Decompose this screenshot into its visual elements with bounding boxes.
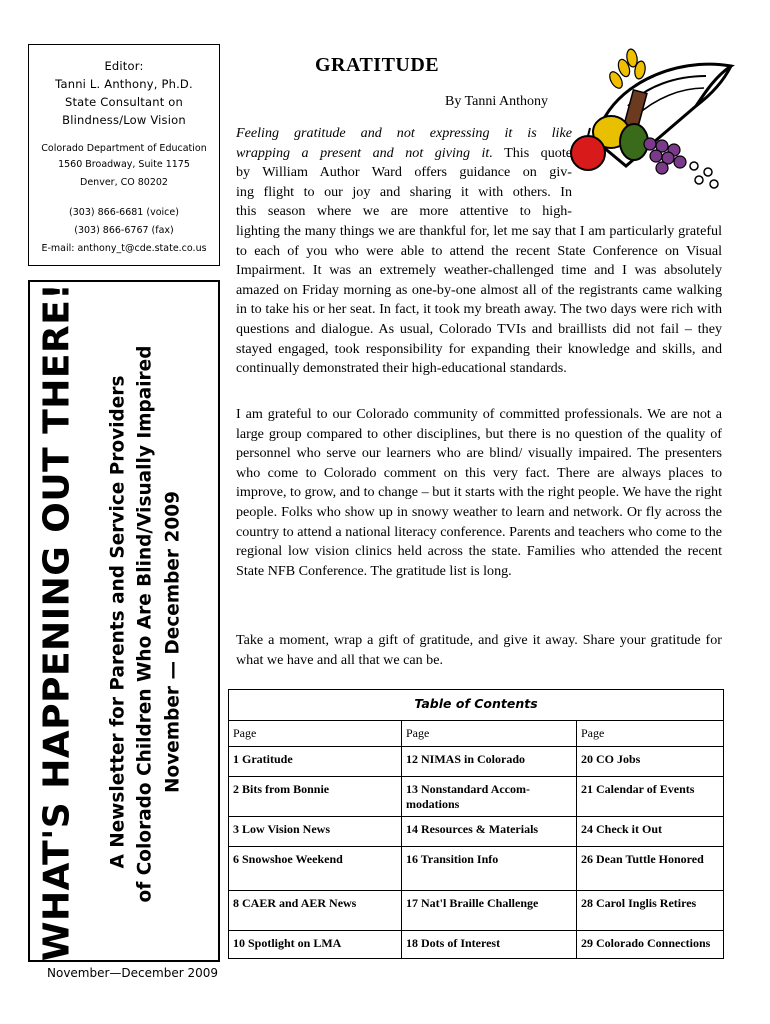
toc-entry: 18 Dots of Interest (402, 931, 577, 959)
editor-role-line1: State Consultant on (64, 95, 184, 109)
editor-role-line2: Blindness/Low Vision (62, 113, 186, 127)
toc-col-header: Page (229, 721, 402, 747)
toc-entry: 6 Snowshoe Weekend (229, 847, 402, 891)
editor-email: E-mail: anthony_t@cde.state.co.us (41, 243, 207, 254)
toc-entry: 8 CAER and AER News (229, 891, 402, 931)
toc-entry: 26 Dean Tuttle Honored (577, 847, 724, 891)
toc-entry: 10 Spotlight on LMA (229, 931, 402, 959)
editor-label: Editor: (104, 59, 144, 73)
toc-entry: 12 NIMAS in Colorado (402, 747, 577, 777)
article-paragraph-1 (236, 124, 722, 379)
toc-entry: 16 Transition Info (402, 847, 577, 891)
toc-entry: 13 Nonstandard Accom- modations (402, 777, 577, 817)
article-paragraph-3: Take a moment, wrap a gift of gratitude, and give it away. Share your gratitude for what we have and all that we can be. (236, 632, 722, 668)
toc-entry: 24 Check it Out (577, 817, 724, 847)
article-title: GRATITUDE (315, 54, 440, 76)
masthead-title: WHAT'S HAPPENING OUT THERE! (36, 282, 78, 962)
toc-entry: 17 Nat'l Braille Challenge (402, 891, 577, 931)
p1-line-2: wrapping a present and not giving it. This quote (236, 144, 572, 161)
p1-line-1: Feeling gratitude and not expressing it is like (236, 125, 572, 141)
masthead-issue-date: November — December 2009 (162, 491, 184, 793)
article-byline: By Tanni Anthony (445, 94, 548, 109)
toc-col-header: Page (402, 721, 577, 747)
toc-entry: 2 Bits from Bonnie (229, 777, 402, 817)
newsletter-masthead (28, 280, 220, 962)
toc-entry: 14 Resources & Materials (402, 817, 577, 847)
p1-line-5: this season where we are more attentive to high- (236, 203, 572, 220)
toc-entry: 21 Calendar of Events (577, 777, 724, 817)
masthead-subtitle-line2: of Colorado Children Who Are Blind/Visually Impaired (134, 345, 156, 903)
p1-line-4: ing flight to our joy and sharing it with others. In (236, 183, 572, 200)
toc-col-header: Page (577, 721, 724, 747)
toc-entry: 29 Colorado Connections (577, 931, 724, 959)
editor-city: Denver, CO 80202 (80, 177, 168, 188)
toc-caption: Table of Contents (229, 690, 724, 721)
footer-issue-date: November—December 2009 (47, 966, 219, 980)
editor-name: Tanni L. Anthony, Ph.D. (55, 77, 193, 91)
toc-entry: 28 Carol Inglis Retires (577, 891, 724, 931)
toc-entry: 1 Gratitude (229, 747, 402, 777)
editor-info-box (28, 44, 220, 266)
article-paragraph-2: I am grateful to our Colorado community of committed professionals. We are not a large group compared to other disciplines, but there is no question of the quality of personnel who serve our learners who are blind/ visually impaired. The presenters who come to Colorado comment on this very fact. There are always places to improve, to grow, and to change – but it starts with the right people. We have the right people. Folks who show up in snowy weather to learn and network. Or fly across the country to attend a national literacy conference. Parents and teachers who come to the regional low vision clinics held across the state. Families who attended the recent State NFB Conference. The gratitude list is long. (236, 406, 722, 579)
table-of-contents (228, 689, 724, 959)
p1-rest: lighting the many things we are thankful for, let me say that I am particularly grateful to each of you who were able to attend the recent State Conference on Visual Impairment. It was an extremely weather-challenged time and I was absolutely amazed on Friday morning as one-by-one almost all of the registrants came walking in to take his or her seat. In fact, it took my breath away. The two days were rich with questions and dialogue. As usual, Colorado TVIs and braillists did not fail – they stayed engaged, took responsibility for expanding their knowledge and skills, and continually demonstrated their high-educational standards. (236, 222, 722, 377)
editor-phone-voice: (303) 866-6681 (voice) (69, 207, 179, 218)
toc-entry: 20 CO Jobs (577, 747, 724, 777)
editor-phone-fax: (303) 866-6767 (fax) (74, 225, 174, 236)
p1-line-3: by William Author Ward offers guidance on giv- (236, 164, 572, 181)
editor-org: Colorado Department of Education (41, 143, 207, 154)
masthead-subtitle-line1: A Newsletter for Parents and Service Providers (107, 375, 129, 869)
editor-street: 1560 Broadway, Suite 1175 (58, 159, 190, 170)
toc-entry: 3 Low Vision News (229, 817, 402, 847)
